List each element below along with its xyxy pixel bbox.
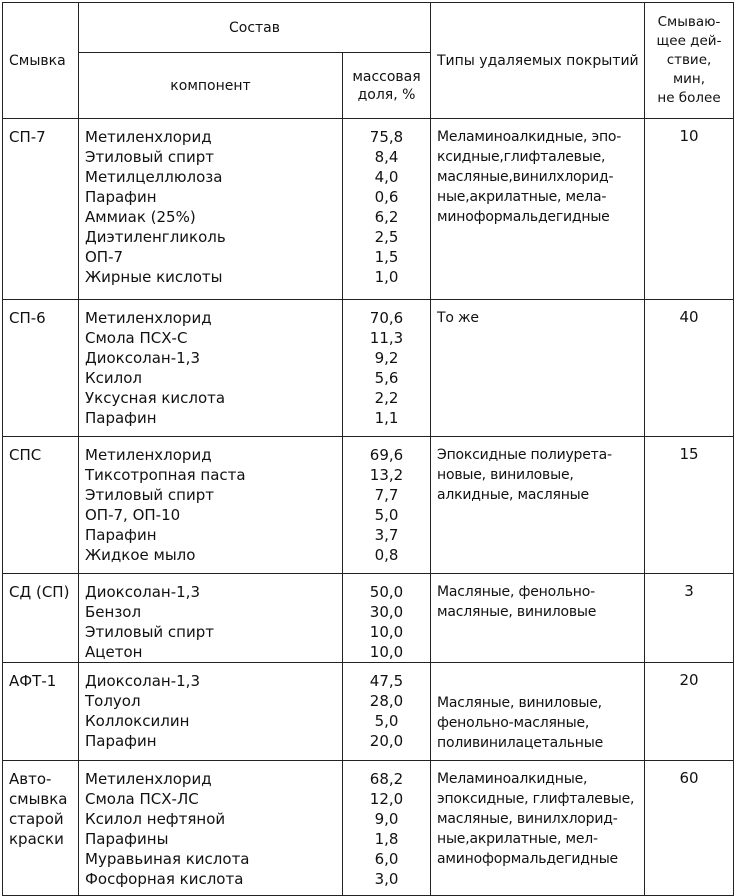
component-name: Этиловый спирт xyxy=(85,486,214,504)
header-action xyxy=(645,3,734,119)
component-name: Парафин xyxy=(85,188,157,206)
mass-fraction-list xyxy=(343,119,431,300)
mass-fraction-value: 75,8 xyxy=(369,128,404,146)
component-list xyxy=(79,300,343,437)
header-action-line: не более xyxy=(657,90,721,106)
coating-types-line: ные,акрилатные, мела- xyxy=(437,189,607,205)
table-row xyxy=(3,119,734,300)
coating-types-line: новые, виниловые, xyxy=(437,467,574,483)
action-time: 10 xyxy=(645,119,734,300)
mass-fraction-value: 5,6 xyxy=(374,369,399,387)
header-action-line: щее дей- xyxy=(656,33,722,49)
component-name: Парафин xyxy=(85,526,157,544)
component-name: Смола ПСХ-ЛС xyxy=(85,790,199,808)
coating-types xyxy=(431,119,645,300)
component-name: Метилцеллюлоза xyxy=(85,168,223,186)
action-time: 60 xyxy=(645,761,734,896)
component-name: Метиленхлорид xyxy=(85,128,212,146)
component-list xyxy=(79,119,343,300)
stripper-name-line: краски xyxy=(9,830,64,848)
component-name: Метиленхлорид xyxy=(85,309,212,327)
mass-fraction-list xyxy=(343,663,431,761)
coating-types-line: масляные,винилхлорид- xyxy=(437,169,614,185)
component-name: Диоксолан-1,3 xyxy=(85,672,200,690)
coating-types-line: миноформальдегидные xyxy=(437,209,610,225)
mass-fraction-value: 10,0 xyxy=(369,643,404,661)
component-name: Диэтиленгликоль xyxy=(85,228,226,246)
coating-types-line: Меламиноалкидные, эпо- xyxy=(437,129,622,145)
mass-fraction-value: 8,4 xyxy=(374,148,399,166)
mass-fraction-value: 28,0 xyxy=(369,692,404,710)
mass-fraction-value: 69,6 xyxy=(369,446,404,464)
component-name: Этиловый спирт xyxy=(85,148,214,166)
component-name: Ксилол xyxy=(85,369,142,387)
coating-types xyxy=(431,574,645,663)
mass-fraction-value: 1,8 xyxy=(374,830,399,848)
coating-types-line: масляные, винилхлорид- xyxy=(437,811,618,827)
mass-fraction-value: 1,1 xyxy=(374,409,399,427)
mass-fraction-value: 50,0 xyxy=(369,583,404,601)
coating-types xyxy=(431,437,645,574)
coating-types-line: эпоксидные, глифталевые, xyxy=(437,791,635,807)
coating-types xyxy=(431,761,645,896)
table-row xyxy=(3,437,734,574)
component-name: Фосфорная кислота xyxy=(85,870,244,888)
stripper-name xyxy=(3,119,79,300)
coating-types-line: масляные, виниловые xyxy=(437,604,597,620)
mass-fraction-value: 3,0 xyxy=(374,870,399,888)
coating-types-line: аминоформальдегидные xyxy=(437,851,618,867)
component-name: Бензол xyxy=(85,603,142,621)
component-name: Жидкое мыло xyxy=(85,546,196,564)
header-komponent: компонент xyxy=(79,53,343,119)
table-row xyxy=(3,663,734,761)
component-name: Ксилол нефтяной xyxy=(85,810,226,828)
coating-types-line: поливинилацетальные xyxy=(437,735,603,751)
coating-types-line: ные,акрилатные, мел- xyxy=(437,831,598,847)
mass-fraction-value: 47,5 xyxy=(369,672,404,690)
coating-types-line: То же xyxy=(437,310,479,326)
component-name: Диоксолан-1,3 xyxy=(85,349,200,367)
mass-fraction-list xyxy=(343,437,431,574)
table-row xyxy=(3,300,734,437)
mass-fraction-value: 2,5 xyxy=(374,228,399,246)
stripper-name xyxy=(3,300,79,437)
mass-fraction-list xyxy=(343,574,431,663)
mass-fraction-value: 30,0 xyxy=(369,603,404,621)
mass-fraction-value: 12,0 xyxy=(369,790,404,808)
coating-types-line: Эпоксидные полиурета- xyxy=(437,447,612,463)
mass-fraction-value: 9,0 xyxy=(374,810,399,828)
header-massovaya-line: доля, % xyxy=(357,86,416,103)
component-name: Коллоксилин xyxy=(85,712,190,730)
mass-fraction-value: 6,0 xyxy=(374,850,399,868)
mass-fraction-value: 1,0 xyxy=(374,268,399,286)
component-list xyxy=(79,437,343,574)
component-name: Метиленхлорид xyxy=(85,446,212,464)
component-list xyxy=(79,761,343,896)
coating-types xyxy=(431,663,645,761)
component-name: Парафин xyxy=(85,732,157,750)
action-time: 15 xyxy=(645,437,734,574)
component-name: Метиленхлорид xyxy=(85,770,212,788)
header-smyvka: Смывка xyxy=(3,3,79,119)
stripper-name xyxy=(3,761,79,896)
mass-fraction-value: 0,8 xyxy=(374,546,399,564)
mass-fraction-value: 1,5 xyxy=(374,248,399,266)
action-time: 3 xyxy=(645,574,734,663)
mass-fraction-value: 68,2 xyxy=(369,770,404,788)
mass-fraction-value: 5,0 xyxy=(374,712,399,730)
component-name: Диоксолан-1,3 xyxy=(85,583,200,601)
header-massovaya-line: массовая xyxy=(352,68,421,85)
table-row xyxy=(3,761,734,896)
component-name: Парафины xyxy=(85,830,169,848)
component-name: Уксусная кислота xyxy=(85,389,226,407)
mass-fraction-value: 5,0 xyxy=(374,506,399,524)
mass-fraction-value: 0,6 xyxy=(374,188,399,206)
mass-fraction-value: 2,2 xyxy=(374,389,399,407)
stripper-name-line: СП-7 xyxy=(9,128,46,146)
component-name: Тиксотропная паста xyxy=(85,466,246,484)
component-name: Муравьиная кислота xyxy=(85,850,250,868)
stripper-name-line: старой xyxy=(9,810,64,828)
coating-types-line: Меламиноалкидные, xyxy=(437,771,588,787)
component-name: Толуол xyxy=(85,692,141,710)
mass-fraction-value: 6,2 xyxy=(374,208,399,226)
header-sostav: Состав xyxy=(79,3,431,53)
action-time: 20 xyxy=(645,663,734,761)
mass-fraction-list xyxy=(343,300,431,437)
coating-types-line: Масляные, виниловые, xyxy=(437,695,602,711)
header-massovaya xyxy=(343,53,431,119)
header-types: Типы удаляемых покрытий xyxy=(431,3,645,119)
stripper-name-line: СП-6 xyxy=(9,309,46,327)
stripper-name xyxy=(3,437,79,574)
stripper-name-line: АФТ-1 xyxy=(9,672,57,690)
mass-fraction-value: 10,0 xyxy=(369,623,404,641)
coating-types xyxy=(431,300,645,437)
component-name: Этиловый спирт xyxy=(85,623,214,641)
mass-fraction-value: 4,0 xyxy=(374,168,399,186)
coating-types-line: фенольно-масляные, xyxy=(437,715,590,731)
mass-fraction-value: 11,3 xyxy=(369,329,404,347)
component-name: Ацетон xyxy=(85,643,143,661)
component-list xyxy=(79,574,343,663)
stripper-name-line: СПС xyxy=(9,446,42,464)
mass-fraction-value: 3,7 xyxy=(374,526,399,544)
header-action-line: мин, xyxy=(672,71,706,87)
stripper-name-line: Авто- xyxy=(9,770,52,788)
stripper-composition-table xyxy=(2,2,734,896)
mass-fraction-list xyxy=(343,761,431,896)
table-body xyxy=(3,119,734,896)
mass-fraction-value: 70,6 xyxy=(369,309,404,327)
component-name: ОП-7 xyxy=(85,248,124,266)
component-name: ОП-7, ОП-10 xyxy=(85,506,181,524)
component-list xyxy=(79,663,343,761)
action-time: 40 xyxy=(645,300,734,437)
stripper-name-line: смывка xyxy=(9,790,68,808)
mass-fraction-value: 13,2 xyxy=(369,466,404,484)
stripper-name xyxy=(3,574,79,663)
header-action-line: Смываю- xyxy=(657,14,721,30)
coating-types-line: алкидные, масляные xyxy=(437,487,589,503)
stripper-name-line: СД (СП) xyxy=(9,583,70,601)
mass-fraction-value: 7,7 xyxy=(374,486,399,504)
coating-types-line: Масляные, фенольно- xyxy=(437,584,595,600)
table-row xyxy=(3,574,734,663)
mass-fraction-value: 9,2 xyxy=(374,349,399,367)
stripper-name xyxy=(3,663,79,761)
mass-fraction-value: 20,0 xyxy=(369,732,404,750)
component-name: Смола ПСХ-С xyxy=(85,329,188,347)
coating-types-line: ксидные,глифталевые, xyxy=(437,149,606,165)
header-action-line: ствие, xyxy=(666,52,712,68)
component-name: Аммиак (25%) xyxy=(85,208,196,226)
component-name: Парафин xyxy=(85,409,157,427)
component-name: Жирные кислоты xyxy=(85,268,223,286)
